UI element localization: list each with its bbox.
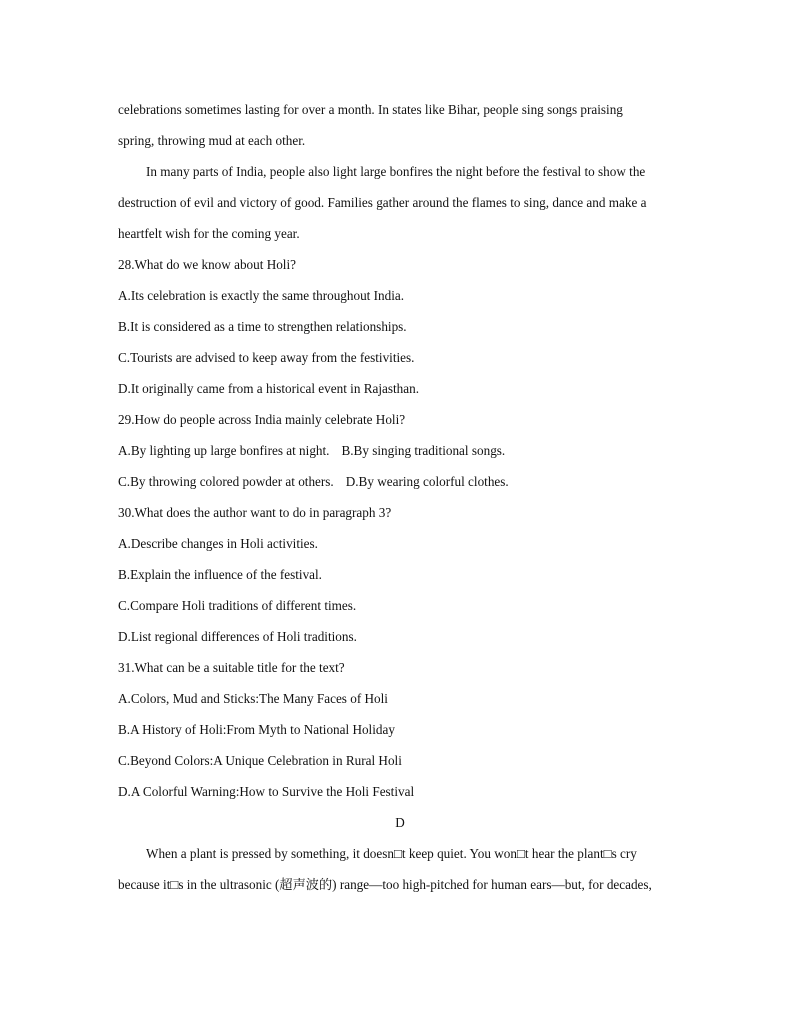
question-31-option-a: A.Colors, Mud and Sticks:The Many Faces of Holi (118, 691, 388, 706)
question-30-option-a: A.Describe changes in Holi activities. (118, 536, 318, 551)
question-30-option-d: D.List regional differences of Holi traditions. (118, 629, 357, 644)
question-29-stem: 29.How do people across India mainly celebrate Holi? (118, 412, 406, 427)
passage-c-paragraph-3-line-3: heartfelt wish for the coming year. (118, 226, 300, 241)
question-30-option-c: C.Compare Holi traditions of different times. (118, 598, 357, 613)
question-28-option-b: B.It is considered as a time to strengthen relationships. (118, 319, 407, 334)
passage-c-paragraph-3-line-1: In many parts of India, people also light large bonfires the night before the festival to show the (146, 164, 646, 179)
passage-c-paragraph-2-line-1: celebrations sometimes lasting for over a month. In states like Bihar, people sing songs praising (118, 102, 623, 117)
passage-c-paragraph-2-line-2: spring, throwing mud at each other. (118, 133, 306, 148)
passage-c-paragraph-3-line-2: destruction of evil and victory of good. Families gather around the flames to sing, dance and make a (118, 195, 647, 210)
question-31-option-c: C.Beyond Colors:A Unique Celebration in Rural Holi (118, 753, 402, 768)
question-28-option-c: C.Tourists are advised to keep away from the festivities. (118, 350, 415, 365)
question-31-option-d: D.A Colorful Warning:How to Survive the Holi Festival (118, 784, 415, 799)
section-d-heading: D (395, 815, 405, 830)
question-29-option-c: C.By throwing colored powder at others. (118, 474, 334, 489)
question-28-stem: 28.What do we know about Holi? (118, 257, 296, 272)
question-29-options-cd (118, 473, 688, 491)
question-28-option-d: D.It originally came from a historical event in Rajasthan. (118, 381, 420, 396)
question-30-stem: 30.What does the author want to do in paragraph 3? (118, 505, 392, 520)
question-28-option-a: A.Its celebration is exactly the same throughout India. (118, 288, 405, 303)
section-d-paragraph-1-line-1: When a plant is pressed by something, it doesn□t keep quiet. You won□t hear the plant□s cry (146, 846, 637, 861)
question-30-option-b: B.Explain the influence of the festival. (118, 567, 322, 582)
question-29-option-b: B.By singing traditional songs. (341, 443, 506, 458)
question-31-option-b: B.A History of Holi:From Myth to National Holiday (118, 722, 395, 737)
section-d-paragraph-1-line-2: because it□s in the ultrasonic (超声波的) range—too high-pitched for human ears—but, for decades, (118, 877, 652, 892)
question-31-stem: 31.What can be a suitable title for the text? (118, 660, 345, 675)
question-29-option-d: D.By wearing colorful clothes. (345, 474, 509, 489)
question-29-options-ab (118, 442, 688, 460)
question-29-option-a: A.By lighting up large bonfires at night. (118, 443, 330, 458)
